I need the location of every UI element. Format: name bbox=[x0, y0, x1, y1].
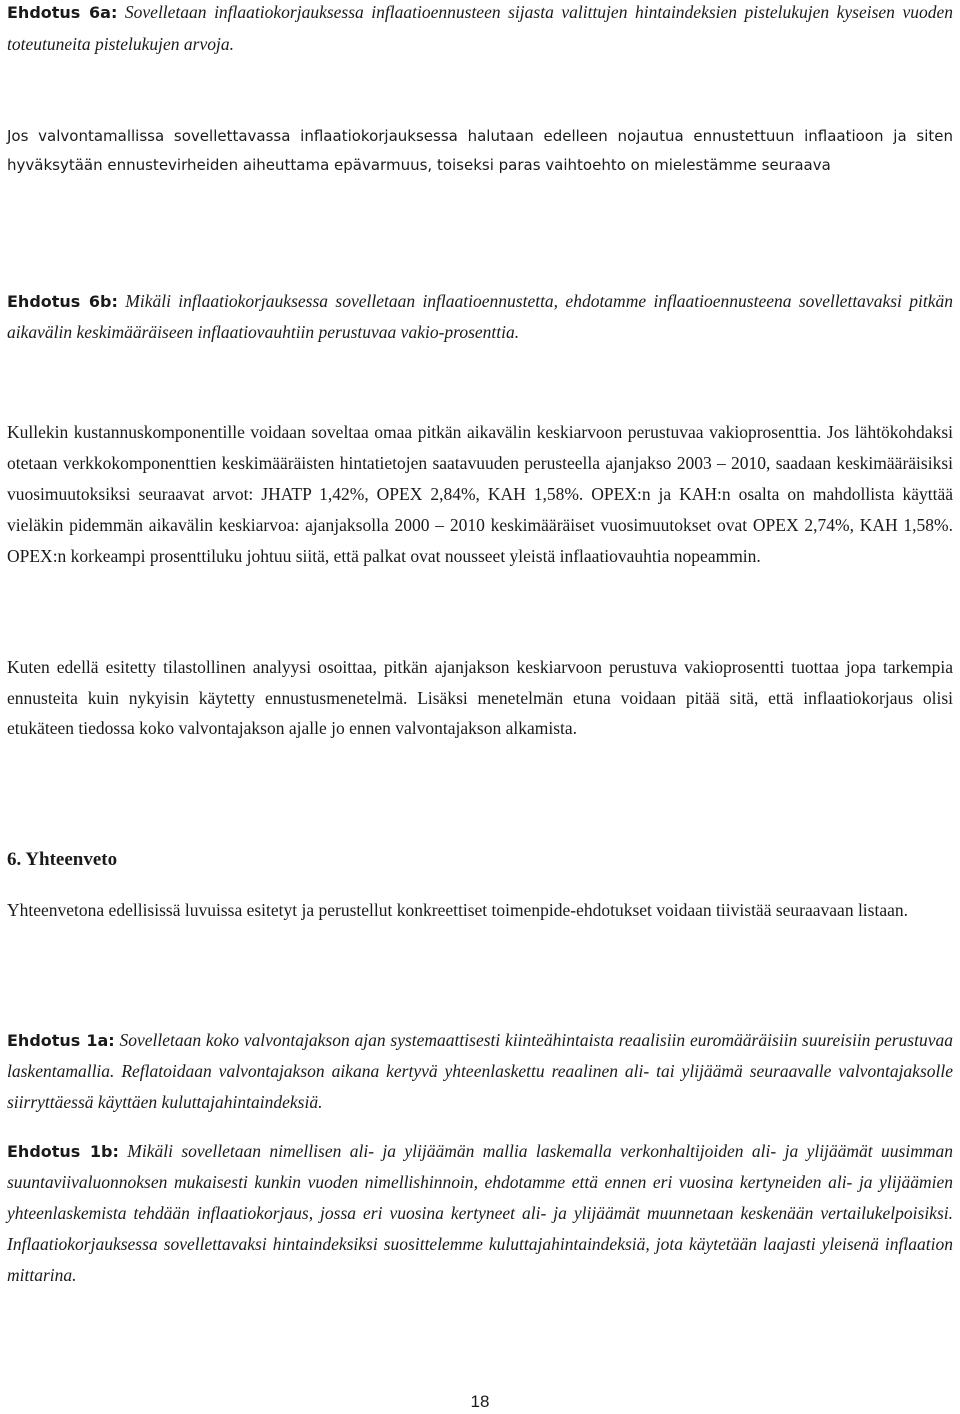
proposal-6a-text: Sovelletaan inflaatiokorjauksessa inflaatioennusteen sijasta valittujen hintaindeksien pistelukujen kyseisen vuoden toteutuneita pistelukujen arvoja. bbox=[7, 2, 953, 54]
paragraph-3: Kuten edellä esitetty tilastollinen analyysi osoittaa, pitkän ajanjakson keskiarvoon perustuva vakioprosentti tuottaa jopa tarkempia ennusteita kuin nykyisin käytetty ennustusmenetelmä. Lisäksi menetelmän etuna voidaan pitää sitä, että inflaatiokorjaus olisi etukäteen tiedossa koko valvontajakson ajalle jo ennen valvontajakson alkamista. bbox=[7, 657, 953, 738]
section-heading: 6. Yhteenveto bbox=[7, 849, 118, 870]
proposal-1a-label: Ehdotus 1a: bbox=[7, 1031, 115, 1050]
proposal-6b bbox=[7, 286, 953, 348]
paragraph-2: Kullekin kustannuskomponentille voidaan soveltaa omaa pitkän aikavälin keskiarvoon perustuvaa vakioprosenttia. Jos lähtökohdaksi otetaan verkkokomponenttien keskimääräisten hintatietojen saatavuuden perusteella ajanjakso 2003 – 2010, saadaan keskimääräisiksi vuosimuutoksiksi seuraavat arvot: JHATP 1,42%, OPEX 2,84%, KAH 1,58%. OPEX:n ja KAH:n osalta on mahdollista käyttää vieläkin pidemmän aikavälin keskiarvoa: ajanjaksolla 2000 – 2010 keskimääräiset vuosimuutokset ovat OPEX 2,74%, KAH 1,58%. OPEX:n korkeampi prosenttiluku johtuu siitä, että palkat ovat nousseet yleistä inflaatiovauhtia nopeammin. bbox=[7, 422, 953, 566]
proposal-1b-label: Ehdotus 1b: bbox=[7, 1142, 119, 1161]
page-number: 18 bbox=[470, 1392, 490, 1411]
proposal-6a bbox=[7, 0, 953, 59]
proposal-6b-label: Ehdotus 6b: bbox=[7, 292, 118, 311]
proposal-1b bbox=[7, 1136, 953, 1291]
proposal-1a bbox=[7, 1025, 953, 1118]
proposal-6b-text: Mikäli inflaatiokorjauksessa sovelletaan inflaatioennustetta, ehdotamme inflaatioennusteena sovellettavaksi pitkän aikavälin keskimääräiseen inflaatiovauhtiin perustuvaa vakio-prosenttia. bbox=[7, 291, 953, 342]
paragraph-1: Jos valvontamallissa sovellettavassa inflaatiokorjauksessa halutaan edelleen nojautua ennustettuun inflaatioon ja siten hyväksytään ennustevirheiden aiheuttama epävarmuus, toiseksi paras vaihtoehto on mielestämme seuraava bbox=[7, 127, 953, 174]
paragraph-4: Yhteenvetona edellisissä luvuissa esitetyt ja perustellut konkreettiset toimenpide-ehdotukset voidaan tiivistää seuraavaan listaan. bbox=[7, 900, 908, 920]
proposal-6a-label: Ehdotus 6a: bbox=[7, 3, 118, 22]
proposal-1b-text: Mikäli sovelletaan nimellisen ali- ja ylijäämän mallia laskemalla verkonhaltijoiden ali- ja ylijäämät uusimman suuntaviivaluonnoksen mukaisesti kunkin vuoden nimellishinnoin, ehdotamme että ennen eri vuosina kertyneiden ali- ja ylijäämien yhteenlaskemista tehdään inflaatiokorjaus, jossa eri vuosina kertyneet ali- ja ylijäämät muunnetaan keskenään vertailukelpoisiksi. Inflaatiokorjauksessa sovellettavaksi hintaindeksiksi suosittelemme kuluttajahintaindeksiä, jota käytetään laajasti yleisenä inflaation mittarina. bbox=[7, 1141, 953, 1285]
proposal-1a-text: Sovelletaan koko valvontajakson ajan systemaattisesti kiinteähintaista reaalisiin euromääräisiin suureisiin perustuvaa laskentamallia. Reflatoidaan valvontajakson aikana kertyvä yhteenlaskettu reaalinen ali- tai ylijäämä seuraavalle valvontajaksolle siirryttäessä käyttäen kuluttajahintaindeksiä. bbox=[7, 1030, 953, 1112]
